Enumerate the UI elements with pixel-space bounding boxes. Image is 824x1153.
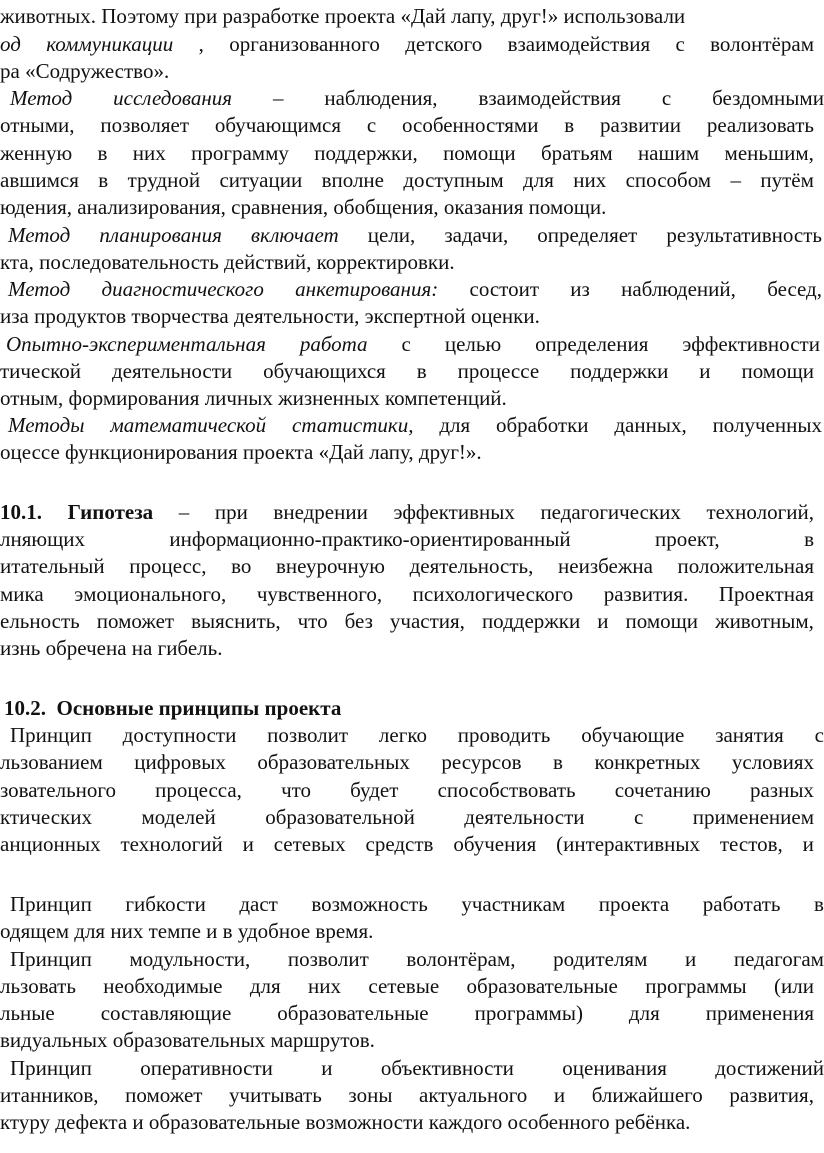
word: наблюдения, bbox=[324, 86, 438, 110]
word: них bbox=[132, 141, 166, 165]
text-line bbox=[0, 357, 814, 385]
word: льзовать bbox=[0, 974, 76, 998]
word: тестов, bbox=[719, 832, 783, 856]
word: составляющие bbox=[100, 1001, 232, 1025]
text-line bbox=[10, 84, 824, 112]
text-line bbox=[8, 275, 822, 303]
word: с bbox=[401, 332, 411, 356]
word: ктических bbox=[0, 805, 93, 829]
word: – bbox=[272, 86, 284, 110]
word: что bbox=[281, 778, 312, 802]
text-line bbox=[0, 776, 814, 804]
text-line bbox=[0, 193, 814, 221]
word: помощи bbox=[443, 141, 516, 165]
text-line bbox=[0, 139, 814, 167]
text-run: отным, формирования личных жизненных компетенций. bbox=[0, 386, 507, 410]
word: оценивания bbox=[562, 1056, 667, 1080]
word: поддержки bbox=[481, 609, 581, 633]
italic-word: включает bbox=[250, 223, 339, 247]
word: зовательного bbox=[0, 778, 116, 802]
text-run: ра «Содружество». bbox=[0, 59, 170, 83]
word: участия, bbox=[389, 609, 465, 633]
word: для bbox=[523, 168, 554, 192]
word: оперативности bbox=[140, 1056, 273, 1080]
word: братьям bbox=[540, 141, 613, 165]
word: актуального bbox=[419, 1083, 528, 1107]
italic-word: планирования bbox=[99, 223, 222, 247]
word: в bbox=[98, 168, 109, 192]
word: результативность bbox=[666, 223, 822, 247]
word: лняющих bbox=[0, 527, 85, 551]
text-line bbox=[10, 1054, 824, 1082]
text-line bbox=[0, 972, 814, 1000]
bold-word: Гипотеза bbox=[67, 500, 154, 524]
word: взаимодействия bbox=[507, 32, 651, 56]
text-line bbox=[0, 384, 814, 412]
word: Проектная bbox=[718, 582, 814, 606]
bold-word: 10.1. bbox=[0, 500, 42, 524]
text-line bbox=[8, 411, 822, 439]
word: обучающие bbox=[581, 723, 685, 747]
word: сетевые bbox=[368, 974, 440, 998]
hypothesis-heading bbox=[0, 498, 814, 526]
word: (или bbox=[773, 974, 814, 998]
word: программу bbox=[191, 141, 289, 165]
word: позволяет bbox=[100, 113, 190, 137]
italic-word: Методы bbox=[8, 413, 85, 437]
word: них bbox=[573, 168, 607, 192]
word: Принцип bbox=[10, 947, 92, 971]
word: в bbox=[804, 527, 814, 551]
word: развития. bbox=[603, 582, 689, 606]
word: Принцип bbox=[10, 892, 92, 916]
word: помощи bbox=[741, 359, 814, 383]
text-line bbox=[0, 748, 814, 776]
word: разных bbox=[749, 778, 814, 802]
word: бездомными bbox=[712, 86, 824, 110]
word: конкретных bbox=[594, 750, 701, 774]
text-line bbox=[0, 607, 814, 635]
italic-word: Опытно-экспериментальная bbox=[6, 332, 266, 356]
italic-word: анкетирования: bbox=[295, 277, 439, 301]
word: для bbox=[628, 1001, 660, 1025]
word: психологического bbox=[412, 582, 574, 606]
word: педагогических bbox=[540, 500, 681, 524]
word: , bbox=[198, 32, 204, 56]
word: для bbox=[249, 974, 281, 998]
word: ресурсов bbox=[441, 750, 522, 774]
word: и bbox=[242, 832, 254, 856]
word: деятельности bbox=[111, 359, 233, 383]
word: образовательные bbox=[466, 974, 618, 998]
word: и bbox=[699, 359, 711, 383]
text-run: изнь обречена на гибель. bbox=[0, 636, 223, 660]
word: будет bbox=[350, 778, 399, 802]
word: с bbox=[633, 805, 644, 829]
word: в bbox=[416, 359, 427, 383]
word: женную bbox=[0, 141, 73, 165]
text-line bbox=[8, 221, 822, 249]
text-line bbox=[0, 2, 814, 30]
word: эффективности bbox=[682, 332, 820, 356]
word: наблюдений, bbox=[621, 277, 736, 301]
word: педагогам bbox=[733, 947, 824, 971]
word: родителям bbox=[553, 947, 648, 971]
word: и bbox=[597, 609, 609, 633]
word: проводить bbox=[457, 723, 551, 747]
word: технологий bbox=[120, 832, 223, 856]
word: волонтёрам bbox=[710, 32, 814, 56]
word: цели, bbox=[367, 223, 416, 247]
word: внеурочную bbox=[276, 554, 385, 578]
text-line bbox=[0, 1026, 814, 1054]
word: возможность bbox=[311, 892, 428, 916]
word: – bbox=[730, 168, 741, 192]
word: целью bbox=[444, 332, 502, 356]
word: с bbox=[814, 723, 824, 747]
word: (интерактивных bbox=[556, 832, 700, 856]
word: учитывать bbox=[229, 1083, 322, 1107]
word: применением bbox=[692, 805, 814, 829]
word: помощи bbox=[625, 609, 699, 633]
word: образовательной bbox=[265, 805, 415, 829]
text-line bbox=[10, 945, 824, 973]
text-line bbox=[0, 634, 814, 662]
text-line bbox=[10, 721, 824, 749]
word: объективности bbox=[380, 1056, 514, 1080]
word: состоит bbox=[469, 277, 539, 301]
text-run: животных. Поэтому при разработке проекта «Дай лапу, друг!» использовали bbox=[0, 4, 686, 28]
word: с bbox=[661, 86, 672, 110]
word: обучения bbox=[453, 832, 537, 856]
word: полученных bbox=[712, 413, 822, 437]
word: проекта bbox=[598, 892, 670, 916]
word: из bbox=[570, 277, 590, 301]
text-line bbox=[0, 166, 814, 194]
word: развития, bbox=[729, 1083, 814, 1107]
word: проект, bbox=[655, 527, 720, 551]
word: занятия bbox=[715, 723, 784, 747]
word: технологий, bbox=[706, 500, 814, 524]
word: поможет bbox=[125, 1083, 203, 1107]
word: в bbox=[97, 141, 108, 165]
text-line bbox=[0, 57, 814, 85]
word: трудной bbox=[127, 168, 201, 192]
text-line bbox=[0, 917, 814, 945]
word: льзованием bbox=[0, 750, 103, 774]
word: поддержки bbox=[570, 359, 669, 383]
word: условиях bbox=[731, 750, 814, 774]
word: при bbox=[214, 500, 248, 524]
word: применения bbox=[705, 1001, 814, 1025]
word: эффективных bbox=[393, 500, 515, 524]
word: волонтёрам, bbox=[406, 947, 516, 971]
word: цифровых bbox=[134, 750, 226, 774]
word: зоны bbox=[348, 1083, 393, 1107]
word: в bbox=[813, 892, 824, 916]
text-run: юдения, анализирования, сравнения, обобщения, оказания помощи. bbox=[0, 195, 607, 219]
text-line bbox=[0, 1108, 814, 1136]
text-line bbox=[0, 111, 814, 139]
text-line bbox=[0, 580, 814, 608]
word: эмоционального, bbox=[74, 582, 227, 606]
word: участникам bbox=[461, 892, 566, 916]
word: меньшим, bbox=[724, 141, 814, 165]
word: доступным bbox=[403, 168, 504, 192]
text-line bbox=[0, 248, 814, 276]
word: деятельности bbox=[464, 805, 585, 829]
text-line bbox=[0, 1081, 814, 1109]
word: способом bbox=[625, 168, 712, 192]
word: сетевых bbox=[273, 832, 346, 856]
word: в bbox=[564, 113, 575, 137]
word: работать bbox=[702, 892, 781, 916]
italic-word: работа bbox=[299, 332, 368, 356]
word: организованного bbox=[229, 32, 380, 56]
word: во bbox=[231, 554, 252, 578]
word: поддержки, bbox=[314, 141, 418, 165]
word: без bbox=[344, 609, 373, 633]
word: путём bbox=[760, 168, 814, 192]
word: доступности bbox=[122, 723, 237, 747]
word: и bbox=[321, 1056, 333, 1080]
text-line bbox=[0, 525, 814, 553]
word: отными, bbox=[0, 113, 75, 137]
word: реализовать bbox=[706, 113, 814, 137]
word: ельность bbox=[0, 609, 80, 633]
word: программы bbox=[645, 974, 747, 998]
word: ситуации bbox=[219, 168, 303, 192]
word: процесса, bbox=[155, 778, 242, 802]
word: авшимся bbox=[0, 168, 79, 192]
text-line bbox=[0, 30, 814, 58]
italic-word: Метод bbox=[8, 277, 71, 301]
word: с bbox=[366, 113, 377, 137]
word: ближайшего bbox=[591, 1083, 703, 1107]
italic-word: исследования bbox=[113, 86, 233, 110]
word: задачи, bbox=[444, 223, 509, 247]
word: и bbox=[802, 832, 814, 856]
word: средств bbox=[365, 832, 434, 856]
word: обработки bbox=[496, 413, 589, 437]
word: для bbox=[439, 413, 471, 437]
word: и bbox=[553, 1083, 566, 1107]
word: даст bbox=[239, 892, 278, 916]
word: мика bbox=[0, 582, 44, 606]
text-line bbox=[6, 330, 820, 358]
text-run: ктуру дефекта и образовательные возможности каждого особенного ребёнка. bbox=[0, 1110, 691, 1134]
word: моделей bbox=[141, 805, 216, 829]
text-run: иза продуктов творчества деятельности, экспертной оценки. bbox=[0, 304, 540, 328]
principles-heading bbox=[4, 694, 818, 722]
text-run: видуальных образовательных маршрутов. bbox=[0, 1028, 375, 1052]
word: гибкости bbox=[125, 892, 206, 916]
word: образовательные bbox=[277, 1001, 429, 1025]
word: анционных bbox=[0, 832, 101, 856]
text-run: оцессе функционирования проекта «Дай лапу, друг!». bbox=[0, 440, 482, 464]
word: процесс, bbox=[129, 554, 207, 578]
italic-word: математической bbox=[110, 413, 267, 437]
word: положительная bbox=[677, 554, 814, 578]
word: деятельность, bbox=[409, 554, 534, 578]
italic-word: од bbox=[0, 32, 21, 56]
word: вполне bbox=[321, 168, 384, 192]
word: внедрении bbox=[273, 500, 368, 524]
word: программы) bbox=[474, 1001, 583, 1025]
word: с bbox=[675, 32, 685, 56]
word: образовательных bbox=[257, 750, 410, 774]
word: итательный bbox=[0, 554, 105, 578]
word: определения bbox=[535, 332, 649, 356]
word: неизбежна bbox=[558, 554, 653, 578]
text-run: одящем для них темпе и в удобное время. bbox=[0, 919, 374, 943]
word: данных, bbox=[614, 413, 687, 437]
word: нашим bbox=[637, 141, 700, 165]
italic-word: диагностического bbox=[101, 277, 264, 301]
text-line bbox=[10, 890, 824, 918]
word: поможет bbox=[96, 609, 175, 633]
word: обучающимся bbox=[214, 113, 341, 137]
word: легко bbox=[378, 723, 427, 747]
word: льные bbox=[0, 1001, 55, 1025]
text-line bbox=[0, 803, 814, 831]
word: взаимодействия bbox=[478, 86, 621, 110]
word: процессе bbox=[457, 359, 540, 383]
word: информационно-практико-ориентированный bbox=[169, 527, 571, 551]
word: позволит bbox=[267, 723, 349, 747]
text-line bbox=[0, 438, 814, 466]
word: способствовать bbox=[437, 778, 576, 802]
word: итанников, bbox=[0, 1083, 99, 1107]
text-line bbox=[0, 552, 814, 580]
word: что bbox=[297, 609, 328, 633]
word: животным, bbox=[715, 609, 814, 633]
word: определяет bbox=[537, 223, 638, 247]
word: детского bbox=[405, 32, 483, 56]
word: в bbox=[553, 750, 563, 774]
word: особенностями bbox=[401, 113, 539, 137]
word: достижений bbox=[715, 1056, 824, 1080]
text-line bbox=[0, 999, 814, 1027]
word: выяснить, bbox=[191, 609, 281, 633]
word: развитии bbox=[600, 113, 681, 137]
text-run: кта, последовательность действий, корректировки. bbox=[0, 250, 455, 274]
text-line bbox=[0, 302, 814, 330]
word: бесед, bbox=[767, 277, 822, 301]
word: Принцип bbox=[10, 723, 92, 747]
word: необходимые bbox=[103, 974, 223, 998]
word: сочетанию bbox=[614, 778, 711, 802]
word: обучающихся bbox=[263, 359, 386, 383]
word: модульности, bbox=[129, 947, 251, 971]
italic-word: статистики, bbox=[292, 413, 414, 437]
text-line bbox=[0, 830, 814, 858]
italic-word: Метод bbox=[10, 86, 73, 110]
word: – bbox=[178, 500, 190, 524]
word: позволит bbox=[287, 947, 369, 971]
word: и bbox=[685, 947, 697, 971]
word: них bbox=[308, 974, 342, 998]
italic-word: коммуникации bbox=[46, 32, 174, 56]
word: тической bbox=[0, 359, 82, 383]
word: Принцип bbox=[10, 1056, 92, 1080]
bold-run: 10.2. Основные принципы проекта bbox=[4, 696, 342, 720]
italic-word: Метод bbox=[8, 223, 71, 247]
word: чувственного, bbox=[256, 582, 383, 606]
